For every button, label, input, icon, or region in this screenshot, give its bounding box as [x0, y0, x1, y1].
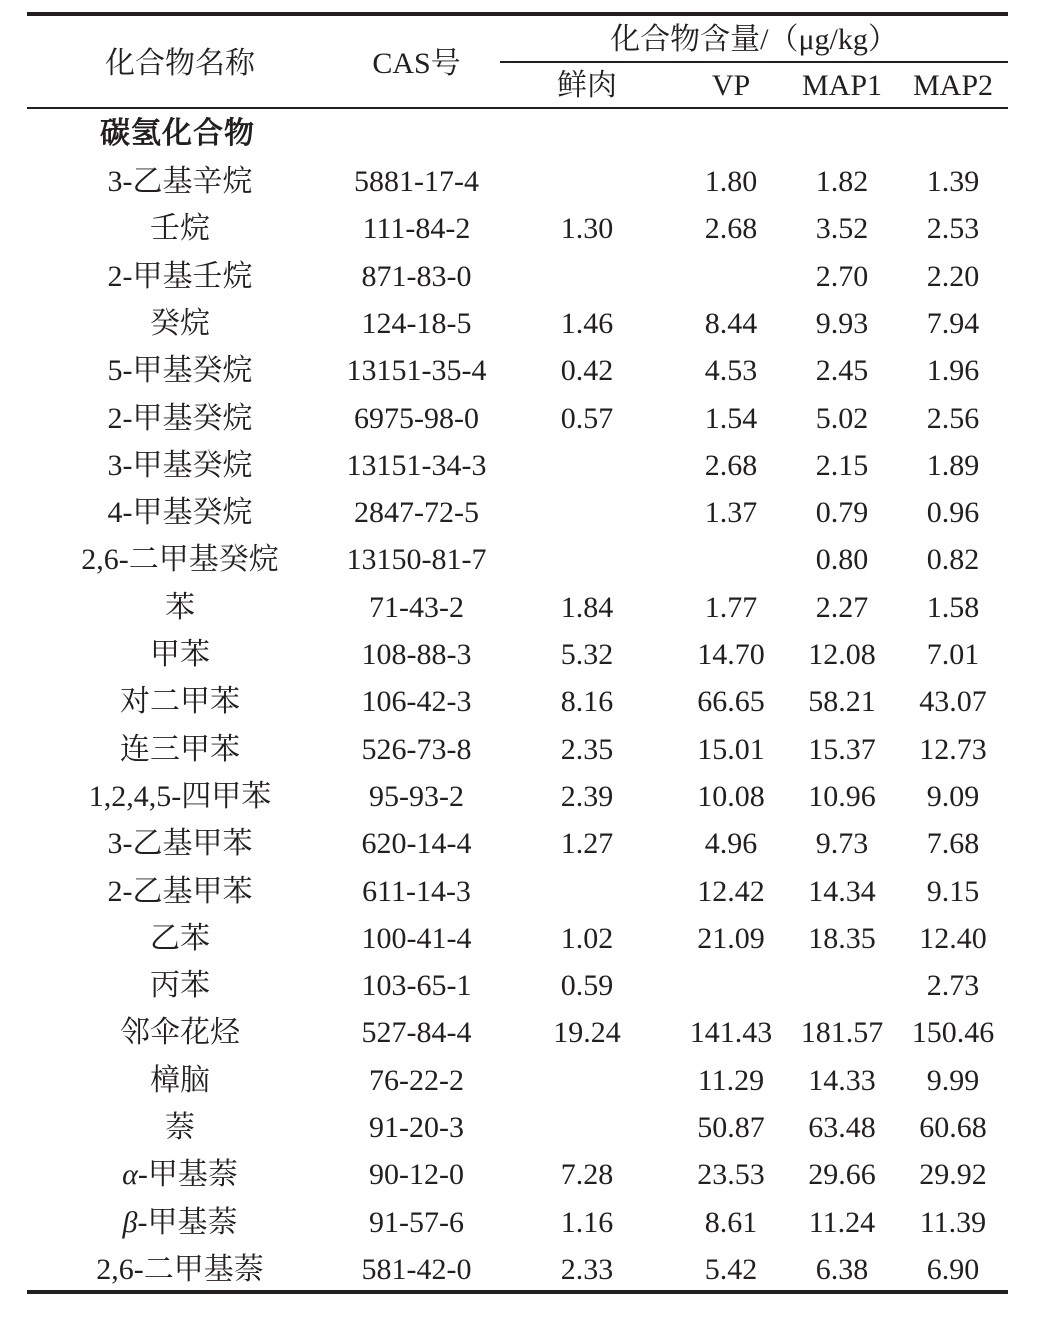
content-map1-cell: 9.93	[815, 307, 869, 340]
content-fresh-meat-cell	[508, 493, 666, 533]
content-fresh-meat-cell: 19.24	[553, 1016, 621, 1049]
content-map1-cell: 1.82	[815, 165, 869, 198]
content-vp-cell: 4.96	[704, 827, 758, 860]
header-vp: VP	[711, 69, 751, 102]
content-map2-cell: 2.73	[926, 969, 980, 1002]
cas-number-cell: 611-14-3	[362, 875, 471, 908]
cas-number-cell: 90-12-0	[369, 1158, 464, 1191]
content-vp-cell	[666, 257, 796, 297]
content-vp-cell: 2.68	[704, 212, 758, 245]
compound-name-cell	[27, 1013, 333, 1053]
compound-name-cell	[27, 399, 333, 439]
content-fresh-meat-cell	[508, 1061, 666, 1101]
greek-prefix: β	[122, 1206, 138, 1239]
content-vp-cell: 50.87	[697, 1111, 765, 1144]
compound-name: 2-甲基癸烷	[107, 402, 253, 435]
content-map2-cell: 7.68	[926, 827, 980, 860]
content-map1-cell: 11.24	[808, 1206, 876, 1239]
cas-number-cell: 91-20-3	[369, 1111, 464, 1144]
content-vp-cell: 4.53	[704, 354, 758, 387]
compound-name-cell	[27, 304, 333, 344]
content-map1-cell: 3.52	[815, 212, 869, 245]
content-map1-cell: 6.38	[815, 1253, 869, 1286]
content-map1-cell: 5.02	[815, 402, 869, 435]
compound-name: 1,2,4,5-四甲苯	[88, 780, 272, 813]
cas-number-cell: 103-65-1	[361, 969, 472, 1002]
content-map2-cell: 12.73	[919, 733, 987, 766]
table-bottom-rule	[27, 1290, 1008, 1294]
greek-prefix: α	[122, 1158, 138, 1191]
section-heading: 碳氢化合物	[100, 116, 255, 151]
cas-number-cell: 71-43-2	[369, 591, 464, 624]
header-map1: MAP1	[801, 69, 883, 102]
content-map2-cell: 2.53	[926, 212, 980, 245]
content-map2-cell: 6.90	[926, 1253, 980, 1286]
compound-name: 2,6-二甲基癸烷	[81, 543, 279, 576]
content-fresh-meat-cell: 2.39	[560, 780, 614, 813]
content-map1-cell: 63.48	[808, 1111, 876, 1144]
content-map2-cell: 1.39	[926, 165, 980, 198]
compound-name-cell	[27, 730, 333, 770]
compound-name-cell	[27, 777, 333, 817]
compound-name: 樟脑	[150, 1064, 210, 1097]
compound-name: 连三甲苯	[120, 733, 240, 766]
compound-name: -甲基萘	[137, 1206, 238, 1239]
content-map1-cell: 2.15	[815, 449, 869, 482]
content-fresh-meat-cell: 0.42	[560, 354, 614, 387]
content-vp-cell	[666, 966, 796, 1006]
compound-name: 对二甲苯	[120, 685, 240, 718]
compound-name-cell	[27, 162, 333, 202]
content-fresh-meat-cell: 1.16	[560, 1206, 614, 1239]
cas-number-cell: 620-14-4	[361, 827, 472, 860]
compound-name: 3-甲基癸烷	[107, 449, 253, 482]
cas-number-cell: 871-83-0	[361, 260, 472, 293]
header-compound-name: 化合物名称	[105, 47, 255, 80]
content-map1-cell	[786, 966, 898, 1006]
compound-name: 甲苯	[150, 638, 210, 671]
content-vp-cell: 8.61	[704, 1206, 758, 1239]
content-vp-cell: 66.65	[697, 685, 765, 718]
compound-name-cell	[27, 1108, 333, 1148]
content-map2-cell: 0.82	[926, 543, 980, 576]
content-vp-cell: 1.77	[704, 591, 758, 624]
content-map2-cell: 2.56	[926, 402, 980, 435]
content-map1-cell: 18.35	[808, 922, 876, 955]
content-fresh-meat-cell	[508, 872, 666, 912]
compound-name: 2-甲基壬烷	[107, 260, 253, 293]
cas-number-cell: 91-57-6	[369, 1206, 464, 1239]
content-map1-cell: 29.66	[808, 1158, 876, 1191]
compound-name-cell	[27, 1155, 333, 1195]
content-fresh-meat-cell: 1.30	[560, 212, 614, 245]
compound-name-cell	[27, 1061, 333, 1101]
content-fresh-meat-cell: 2.33	[560, 1253, 614, 1286]
table-top-rule	[27, 12, 1008, 16]
cas-number-cell: 526-73-8	[361, 733, 472, 766]
content-map1-cell: 2.27	[815, 591, 869, 624]
content-fresh-meat-cell: 1.84	[560, 591, 614, 624]
content-fresh-meat-cell: 2.35	[560, 733, 614, 766]
compound-name: 2-乙基甲苯	[107, 875, 253, 908]
content-map1-cell: 15.37	[808, 733, 876, 766]
cas-number-cell: 100-41-4	[361, 922, 472, 955]
compound-name: 3-乙基甲苯	[107, 827, 253, 860]
content-map1-cell: 14.33	[808, 1064, 876, 1097]
cas-number-cell: 111-84-2	[362, 212, 471, 245]
compound-name-cell	[27, 351, 333, 391]
compound-name-cell	[27, 872, 333, 912]
content-map2-cell: 11.39	[919, 1206, 987, 1239]
compound-name: 邻伞花烃	[120, 1016, 240, 1049]
compound-name: 乙苯	[150, 922, 210, 955]
content-vp-cell: 1.54	[704, 402, 758, 435]
cas-number-cell: 124-18-5	[361, 307, 472, 340]
content-map2-cell: 1.58	[926, 591, 980, 624]
content-fresh-meat-cell: 0.59	[560, 969, 614, 1002]
compound-name-cell	[27, 540, 333, 580]
content-fresh-meat-cell: 0.57	[560, 402, 614, 435]
cas-number-cell: 527-84-4	[361, 1016, 472, 1049]
header-cas-number: CAS号	[372, 47, 461, 80]
content-fresh-meat-cell	[508, 540, 666, 580]
compound-name: 萘	[165, 1111, 195, 1144]
cas-number-cell: 6975-98-0	[354, 402, 479, 435]
content-fresh-meat-cell: 1.27	[560, 827, 614, 860]
compound-name-cell	[27, 824, 333, 864]
content-map1-cell: 58.21	[808, 685, 876, 718]
content-vp-cell: 5.42	[704, 1253, 758, 1286]
content-vp-cell: 8.44	[704, 307, 758, 340]
compound-name: -甲基萘	[137, 1158, 238, 1191]
content-map1-cell: 2.45	[815, 354, 869, 387]
content-fresh-meat-cell: 8.16	[560, 685, 614, 718]
content-map2-cell: 2.20	[926, 260, 980, 293]
content-map1-cell: 10.96	[808, 780, 876, 813]
content-map1-cell: 181.57	[800, 1016, 884, 1049]
content-map2-cell: 12.40	[919, 922, 987, 955]
content-fresh-meat-cell: 7.28	[560, 1158, 614, 1191]
compound-name-cell	[27, 446, 333, 486]
compound-name-cell	[27, 919, 333, 959]
content-map2-cell: 43.07	[919, 685, 987, 718]
content-map2-cell: 0.96	[926, 496, 980, 529]
content-map2-cell: 60.68	[919, 1111, 987, 1144]
compound-name-cell	[27, 209, 333, 249]
header-bottom-rule	[27, 107, 1008, 109]
compound-name: 癸烷	[150, 307, 210, 340]
compound-name: 3-乙基辛烷	[107, 165, 253, 198]
content-vp-cell: 141.43	[689, 1016, 773, 1049]
content-map2-cell: 29.92	[919, 1158, 987, 1191]
content-vp-cell: 11.29	[697, 1064, 765, 1097]
content-map2-cell: 150.46	[911, 1016, 995, 1049]
compound-name: 壬烷	[150, 212, 210, 245]
cas-number-cell: 2847-72-5	[354, 496, 479, 529]
content-vp-cell: 12.42	[697, 875, 765, 908]
cas-number-cell: 5881-17-4	[354, 165, 479, 198]
cas-number-cell: 95-93-2	[369, 780, 464, 813]
compound-name: 丙苯	[150, 969, 210, 1002]
compound-name: 5-甲基癸烷	[107, 354, 253, 387]
content-map1-cell: 12.08	[808, 638, 876, 671]
compound-name-cell	[27, 493, 333, 533]
content-fresh-meat-cell	[508, 446, 666, 486]
content-map2-cell: 9.15	[926, 875, 980, 908]
cas-number-cell: 13151-35-4	[346, 354, 487, 387]
header-fresh-meat: 鲜肉	[557, 69, 617, 102]
compound-name: 2,6-二甲基萘	[96, 1253, 264, 1286]
compound-name: 4-甲基癸烷	[107, 496, 253, 529]
compound-name: 苯	[165, 591, 195, 624]
content-vp-cell: 10.08	[697, 780, 765, 813]
content-map2-cell: 7.01	[926, 638, 980, 671]
content-map1-cell: 0.79	[815, 496, 869, 529]
header-content: 化合物含量/（μg/kg）	[610, 23, 898, 56]
content-fresh-meat-cell: 1.02	[560, 922, 614, 955]
content-map1-cell: 14.34	[808, 875, 876, 908]
cas-number-cell: 13151-34-3	[346, 449, 487, 482]
content-fresh-meat-cell	[508, 162, 666, 202]
content-vp-cell: 15.01	[697, 733, 765, 766]
content-fresh-meat-cell	[508, 257, 666, 297]
compound-name-cell	[27, 1203, 333, 1243]
cas-number-cell: 76-22-2	[369, 1064, 464, 1097]
content-vp-cell: 1.37	[704, 496, 758, 529]
content-map2-cell: 1.89	[926, 449, 980, 482]
compound-name-cell	[27, 635, 333, 675]
cas-number-cell: 13150-81-7	[346, 543, 487, 576]
compound-name-cell	[27, 257, 333, 297]
content-map2-cell: 9.09	[926, 780, 980, 813]
header-sub-rule	[500, 61, 1008, 63]
cas-number-cell: 106-42-3	[361, 685, 472, 718]
header-map2: MAP2	[912, 69, 994, 102]
content-map2-cell: 9.99	[926, 1064, 980, 1097]
content-fresh-meat-cell: 5.32	[560, 638, 614, 671]
content-vp-cell: 14.70	[697, 638, 765, 671]
cas-number-cell: 581-42-0	[361, 1253, 472, 1286]
content-map1-cell: 2.70	[815, 260, 869, 293]
compound-name-cell	[27, 966, 333, 1006]
compound-name-cell	[27, 588, 333, 628]
content-vp-cell: 21.09	[697, 922, 765, 955]
content-map2-cell: 1.96	[926, 354, 980, 387]
content-map2-cell: 7.94	[926, 307, 980, 340]
content-map1-cell: 9.73	[815, 827, 869, 860]
content-vp-cell	[666, 540, 796, 580]
content-fresh-meat-cell: 1.46	[560, 307, 614, 340]
compound-name-cell	[27, 1250, 333, 1290]
content-vp-cell: 1.80	[704, 165, 758, 198]
content-map1-cell: 0.80	[815, 543, 869, 576]
compound-name-cell	[27, 682, 333, 722]
content-vp-cell: 2.68	[704, 449, 758, 482]
content-fresh-meat-cell	[508, 1108, 666, 1148]
cas-number-cell: 108-88-3	[361, 638, 472, 671]
content-vp-cell: 23.53	[697, 1158, 765, 1191]
